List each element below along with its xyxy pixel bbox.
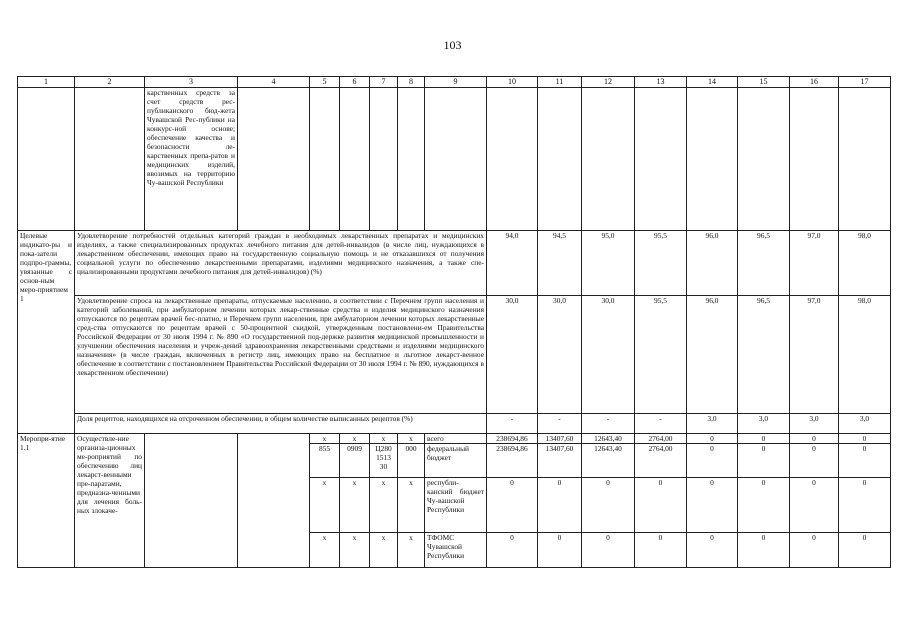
- header-cell: 13: [635, 77, 687, 88]
- indicator-value: 97,0: [790, 231, 839, 296]
- amount-cell: 0: [790, 434, 839, 444]
- amount-cell: 0: [687, 478, 738, 533]
- header-cell: 1: [18, 77, 75, 88]
- amount-cell: 0: [582, 533, 635, 568]
- code-cell: x: [398, 434, 425, 444]
- amount-cell: 0: [687, 533, 738, 568]
- code-cell: 855: [310, 444, 340, 478]
- amount-cell: 2764,00: [635, 434, 687, 444]
- indicator-row: [18, 231, 891, 296]
- indicator-value: 98,0: [839, 296, 891, 414]
- indicator-value: -: [538, 414, 582, 434]
- code-cell: x: [340, 478, 370, 533]
- amount-cell: 0: [790, 478, 839, 533]
- code-cell: x: [398, 478, 425, 533]
- amount-cell: 0: [790, 533, 839, 568]
- header-cell: 6: [340, 77, 370, 88]
- header-cell: 3: [145, 77, 238, 88]
- indicator-value: 94,0: [487, 231, 538, 296]
- indicator-value: 30,0: [582, 296, 635, 414]
- header-cell: 4: [238, 77, 310, 88]
- page-number: 103: [443, 38, 462, 52]
- indicators-label: Целевые индикато-ры и пока-затели подпро-граммы, увязанные с основ-ным меро-приятием 1: [18, 231, 75, 434]
- amount-cell: 0: [839, 434, 891, 444]
- header-cell: 12: [582, 77, 635, 88]
- amount-cell: 0: [790, 444, 839, 478]
- code-cell: x: [370, 434, 398, 444]
- continuation-text: карственных средств за счет средств рес-публиканского бюд-жета Чувашской Рес-публики на конкурс-ной основе; обеспечение качества и безопасности ле-карственных препа-ратов и медицинских изделий, ввозимых на территорию Чу-вашской Республики: [145, 88, 238, 231]
- amount-cell: 0: [582, 478, 635, 533]
- indicator-value: -: [635, 414, 687, 434]
- code-cell: x: [340, 434, 370, 444]
- header-cell: 9: [425, 77, 487, 88]
- amount-cell: 0: [635, 478, 687, 533]
- amount-cell: 0: [738, 434, 790, 444]
- continuation-row: [18, 88, 891, 231]
- indicator-value: 3,0: [687, 414, 738, 434]
- header-cell: 8: [398, 77, 425, 88]
- indicator-value: 95,5: [635, 296, 687, 414]
- indicator-row: [18, 414, 891, 434]
- amount-cell: 238694,86: [487, 444, 538, 478]
- indicator-value: -: [487, 414, 538, 434]
- amount-cell: 12643,40: [582, 434, 635, 444]
- funding-source: федеральный бюджет: [425, 444, 487, 478]
- amount-cell: 0: [738, 478, 790, 533]
- amount-cell: 13407,60: [538, 434, 582, 444]
- code-cell: x: [370, 478, 398, 533]
- code-cell: x: [310, 478, 340, 533]
- header-cell: 11: [538, 77, 582, 88]
- amount-cell: 0: [687, 444, 738, 478]
- indicator-text: Удовлетворение потребностей отдельных категорий граждан в необходимых лекарственных препаратах и медицинских изделиях, а также специализированных продуктах лечебного питания для детей-инвалидов (в числе лиц, нуждающихся в лекарственном обеспечении, имеющих право на государственную социальную помощь и не отказавшихся от получения социальной услуги по обеспечению лекарственными препаратами, изделиями медицинского назначения, а также спе-циализированными продуктами лечебного питания для детей-инвалидов) (%): [75, 231, 487, 296]
- amount-cell: 13407,60: [538, 444, 582, 478]
- header-row: [18, 77, 891, 88]
- code-cell: x: [340, 533, 370, 568]
- code-cell: 000: [398, 444, 425, 478]
- amount-cell: 0: [738, 533, 790, 568]
- indicator-value: 3,0: [738, 414, 790, 434]
- indicator-value: 30,0: [487, 296, 538, 414]
- indicator-value: 95,0: [582, 231, 635, 296]
- amount-cell: 238694,86: [487, 434, 538, 444]
- budget-table: [17, 76, 891, 568]
- header-cell: 5: [310, 77, 340, 88]
- header-cell: 2: [75, 77, 145, 88]
- code-cell: Ц280 1513 30: [370, 444, 398, 478]
- amount-cell: 2764,00: [635, 444, 687, 478]
- measure-row: [18, 434, 891, 444]
- indicator-value: 96,0: [687, 231, 738, 296]
- amount-cell: 0: [538, 533, 582, 568]
- indicator-row: [18, 296, 891, 414]
- code-cell: x: [398, 533, 425, 568]
- indicator-value: 30,0: [538, 296, 582, 414]
- indicator-value: 96,5: [738, 296, 790, 414]
- funding-source: ТФОМС Чувашской Республики: [425, 533, 487, 568]
- code-cell: x: [310, 533, 340, 568]
- measure-description: Осуществле-ние организа-ционных ме-роприятий по обеспечению лиц лекарст-венными пре-паратами, предназна-ченными для лечения боль-ных злокаче-: [75, 434, 145, 568]
- measure-label: Меропри-ятие 1.1: [18, 434, 75, 568]
- amount-cell: 0: [538, 478, 582, 533]
- header-cell: 17: [839, 77, 891, 88]
- indicator-value: 97,0: [790, 296, 839, 414]
- code-cell: 0909: [340, 444, 370, 478]
- indicator-value: 3,0: [839, 414, 891, 434]
- indicator-value: 94,5: [538, 231, 582, 296]
- amount-cell: 0: [839, 478, 891, 533]
- header-cell: 7: [370, 77, 398, 88]
- funding-source: республи-канский бюджет Чу-вашской Республики: [425, 478, 487, 533]
- indicator-value: 95,5: [635, 231, 687, 296]
- amount-cell: 0: [738, 444, 790, 478]
- indicator-text: Доля рецептов, находящихся на отсроченном обеспечении, в общем количестве выписанных рецептов (%): [75, 414, 487, 434]
- amount-cell: 0: [487, 478, 538, 533]
- indicator-value: 3,0: [790, 414, 839, 434]
- indicator-value: 98,0: [839, 231, 891, 296]
- code-cell: x: [310, 434, 340, 444]
- header-cell: 15: [738, 77, 790, 88]
- header-cell: 10: [487, 77, 538, 88]
- indicator-value: 96,5: [738, 231, 790, 296]
- indicator-value: 96,0: [687, 296, 738, 414]
- code-cell: x: [370, 533, 398, 568]
- header-cell: 16: [790, 77, 839, 88]
- amount-cell: 12643,40: [582, 444, 635, 478]
- header-cell: 14: [687, 77, 738, 88]
- amount-cell: 0: [635, 533, 687, 568]
- indicator-text: Удовлетворение спроса на лекарственные препараты, отпускаемые населению, в соответствии с Перечнем групп населения и категорий заболеваний, при амбулаторном лечении которых лекар-ственные средства и изделия медицинского назначения отпускаются по рецептам врачей бес-платно, и Перечнем групп населения, при амбулаторном лечении которых лекарственные сред-ства отпускаются по рецептам врачей с 50-процентной скидкой, утвержденным постановлени-ем Правительства Российской Федерации от 30 июля 1994 г. № 890 «О государственной под-держке развития медицинской промышленности и улучшении обеспечения населения и учреж-дений здравоохранения лекарственными средствами и изделиями медицинского назначения» (в числе граждан, включенных в регистр лиц, имеющих право на бесплатное и льготное лекарст-венное обеспечение в соответствии с постановлением Правительства Российской Федерации от 30 июля 1994 г. № 890, нуждающихся в лекарственном обеспечении): [75, 296, 487, 414]
- amount-cell: 0: [839, 533, 891, 568]
- indicator-value: -: [582, 414, 635, 434]
- funding-source: всего: [425, 434, 487, 444]
- amount-cell: 0: [687, 434, 738, 444]
- amount-cell: 0: [839, 444, 891, 478]
- amount-cell: 0: [487, 533, 538, 568]
